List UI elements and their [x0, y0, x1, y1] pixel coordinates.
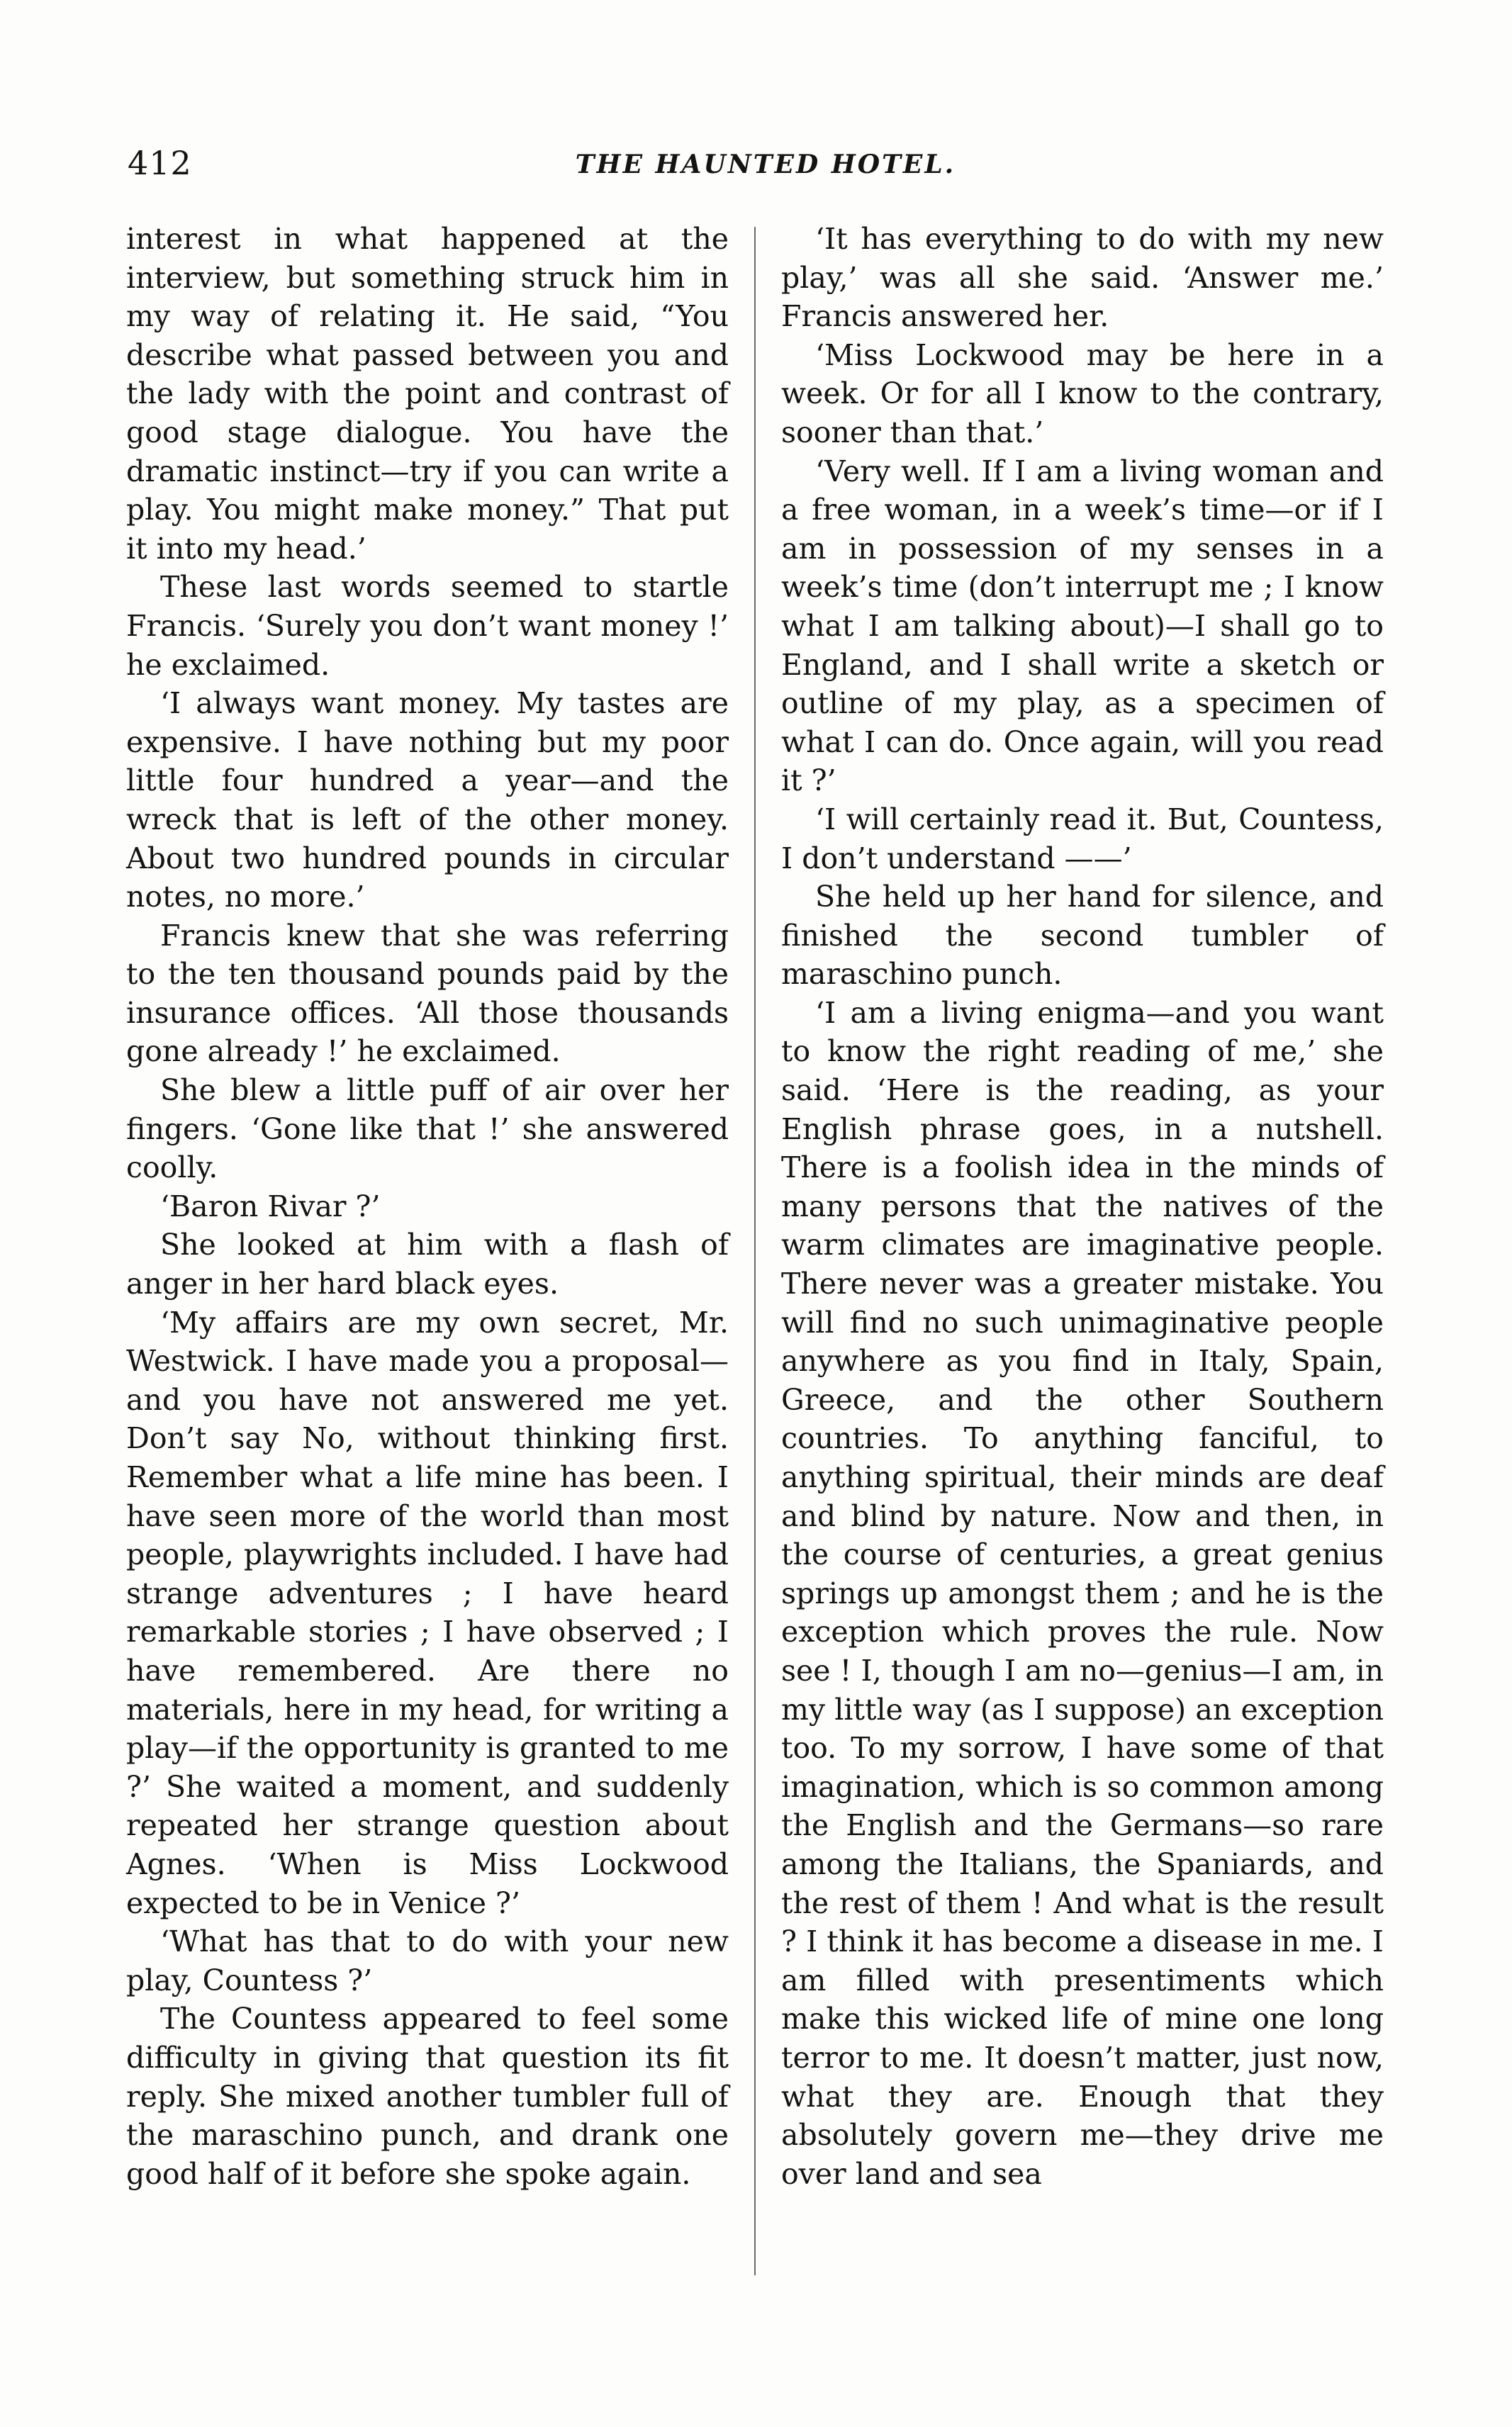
paragraph: ‘Baron Rivar ?’ — [160, 1189, 381, 1223]
paragraph: She held up her hand for silence, and finished the second tumbler of maraschino punch. — [781, 880, 1384, 992]
page-header — [128, 142, 1389, 191]
paragraph: Francis knew that she was referring to the ten thousand pounds paid by the insurance offices. ‘All those thousands gone already !’ he exclaimed. — [126, 918, 729, 1069]
paragraph: ‘What has that to do with your new play, Countess ?’ — [126, 1924, 729, 1997]
running-title: THE HAUNTED HOTEL. — [575, 150, 956, 179]
column-divider — [754, 227, 756, 2275]
page-number: 412 — [128, 144, 192, 182]
paragraph: These last words seemed to startle Francis. ‘Surely you don’t want money !’ he exclaimed. — [126, 570, 729, 682]
paragraph: ‘Very well. If I am a living woman and a free woman, in a week’s time—or if I am in possession of my senses in a week’s time (don’t interrupt me ; I know what I am talking about)—I shall go to England, and I shall write a sketch or outline of my play, as a specimen of what I can do. Once again, will you read it ?’ — [781, 454, 1384, 798]
paragraph: ‘I am a living enigma—and you want to know the right reading of me,’ she said. ‘Here is the reading, as your English phrase goes, in a nutshell. There is a foolish idea in the minds of many persons that the natives of the warm climates are imaginative people. There never was a greater mistake. You will find no such unimaginative people anywhere as you find in Italy, Spain, Greece, and the other Southern countries. To anything fanciful, to anything spiritual, their minds are deaf and blind by nature. Now and then, in the course of centuries, a great genius springs up amongst them ; and he is the exception which proves the rule. Now see ! I, though I am no—genius—I am, in my little way (as I suppose) an exception too. To my sorrow, I have some of that imagination, which is so common among the English and the Germans—so rare among the Italians, the Spaniards, and the rest of them ! And what is the result ? I think it has become a disease in me. I am filled with presentiments which make this wicked life of mine one long terror to me. It doesn’t matter, just now, what they are. Enough that they absolutely govern me—they drive me over land and sea — [781, 995, 1384, 2191]
paragraph: She looked at him with a flash of anger in her hard black eyes. — [126, 1228, 729, 1301]
right-column — [781, 220, 1384, 2193]
left-column — [126, 220, 729, 2193]
paragraph: ‘I will certainly read it. But, Countess, I don’t understand ——’ — [781, 802, 1384, 875]
paragraph: ‘Miss Lockwood may be here in a week. Or for all I know to the contrary, sooner than that.’ — [781, 337, 1384, 449]
paragraph: She blew a little puff of air over her fingers. ‘Gone like that !’ she answered coolly. — [126, 1073, 729, 1185]
paragraph: interest in what happened at the interview, but something struck him in my way of relating it. He said, “You describe what passed between you and the lady with the point and contrast of good stage dialogue. You have the dramatic instinct—try if you can write a play. You might make money.” That put it into my head.’ — [126, 222, 729, 566]
paragraph: ‘It has everything to do with my new play,’ was all she said. ‘Answer me.’ Francis answered her. — [781, 222, 1384, 334]
paragraph: ‘My affairs are my own secret, Mr. Westwick. I have made you a proposal—and you have not answered me yet. Don’t say No, without thinking first. Remember what a life mine has been. I have seen more of the world than most people, playwrights included. I have had strange adventures ; I have heard remarkable stories ; I have observed ; I have remembered. Are there no materials, here in my head, for writing a play—if the opportunity is granted to me ?’ She waited a moment, and suddenly repeated her strange question about Agnes. ‘When is Miss Lockwood expected to be in Venice ?’ — [126, 1305, 729, 1920]
paragraph: The Countess appeared to feel some difficulty in giving that question its fit reply. She mixed another tumbler full of the maraschino punch, and drank one good half of it before she spoke again. — [126, 2002, 729, 2191]
paragraph: ‘I always want money. My tastes are expensive. I have nothing but my poor little four hundred a year—and the wreck that is left of the other money. About two hundred pounds in circular notes, no more.’ — [126, 686, 729, 914]
